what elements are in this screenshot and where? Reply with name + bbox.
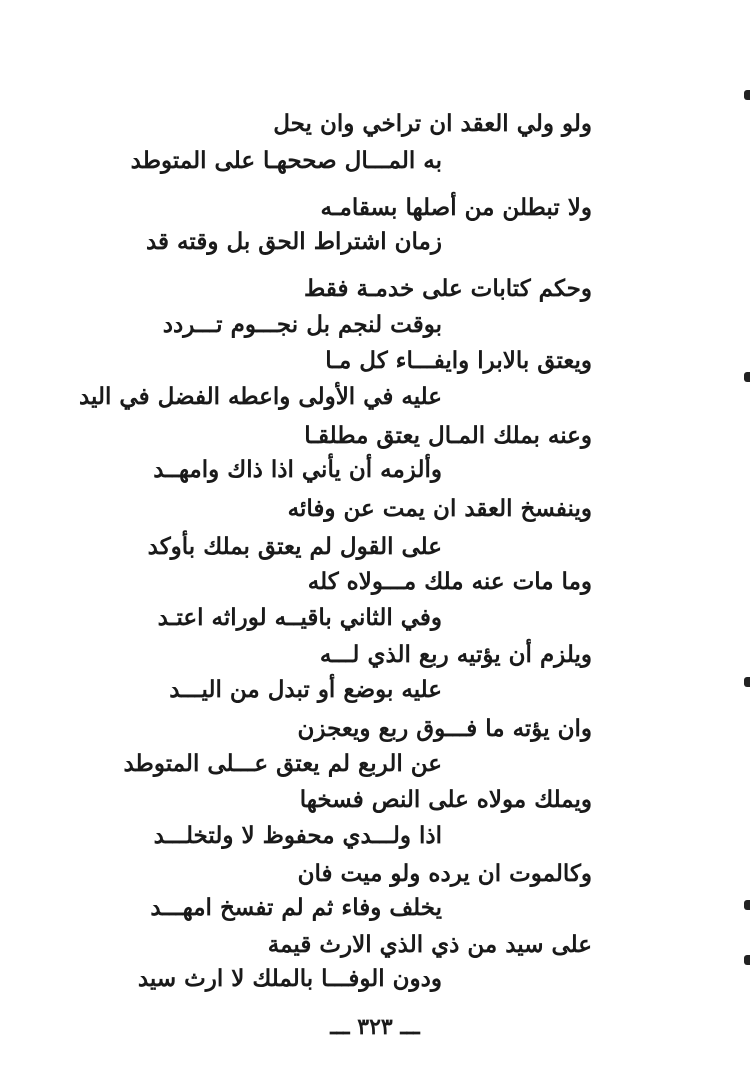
verse-line: به المـــال صححهـا على المتوطد bbox=[130, 147, 442, 174]
verse-line: وينفسخ العقد ان يمت عن وفائه bbox=[287, 495, 592, 522]
verse-line: ولو ولي العقد ان تراخي وان يحل bbox=[273, 110, 592, 137]
verse-line: ويعتق بالابرا وايفـــاء كل مـا bbox=[325, 347, 592, 374]
verse-line: وكالموت ان يرده ولو ميت فان bbox=[297, 860, 592, 887]
verse-line: عن الربع لم يعتق عـــلى المتوطد bbox=[123, 750, 442, 777]
page-number: ـــ ٣٢٣ ـــ bbox=[330, 1014, 420, 1040]
verse-line: وألزمه أن يأني اذا ذاك وامهــد bbox=[153, 456, 442, 483]
verse-line: على سيد من ذي الذي الارث قيمة bbox=[267, 931, 592, 958]
verse-line: وفي الثاني باقيــه لوراثه اعتـد bbox=[157, 604, 442, 631]
verse-line: عليه في الأولى واعطه الفضل في اليد bbox=[78, 383, 442, 410]
scan-edge-mark bbox=[744, 372, 750, 382]
scan-edge-mark bbox=[744, 90, 750, 100]
verse-line: على القول لم يعتق بملك بأوكد bbox=[147, 533, 442, 560]
verse-line: عليه بوضع أو تبدل من اليـــد bbox=[169, 676, 442, 703]
scan-edge-mark bbox=[744, 955, 750, 965]
verse-line: ودون الوفـــا بالملك لا ارث سيد bbox=[137, 965, 442, 992]
verse-line: وما مات عنه ملك مـــولاه كله bbox=[307, 568, 592, 595]
verse-line: وان يؤته ما فـــوق ربع ويعجزن bbox=[297, 715, 592, 742]
verse-line: وعنه بملك المـال يعتق مطلقـا bbox=[304, 422, 592, 449]
verse-line: يخلف وفاء ثم لم تفسخ امهـــد bbox=[150, 894, 442, 921]
verse-line: ولا تبطلن من أصلها بسقامـه bbox=[320, 194, 592, 221]
scan-edge-mark bbox=[744, 677, 750, 687]
verse-line: ويلزم أن يؤتيه ربع الذي لـــه bbox=[319, 641, 592, 668]
verse-line: بوقت لنجم بل نجـــوم تـــردد bbox=[162, 311, 442, 338]
scan-edge-mark bbox=[744, 900, 750, 910]
verse-line: ويملك مولاه على النص فسخها bbox=[299, 786, 592, 813]
verse-line: اذا ولـــدي محفوظ لا ولتخلـــد bbox=[153, 822, 442, 849]
verse-line: زمان اشتراط الحق بل وقته قد bbox=[145, 228, 442, 255]
verse-line: وحكم كتابات على خدمـة فقط bbox=[304, 275, 592, 302]
